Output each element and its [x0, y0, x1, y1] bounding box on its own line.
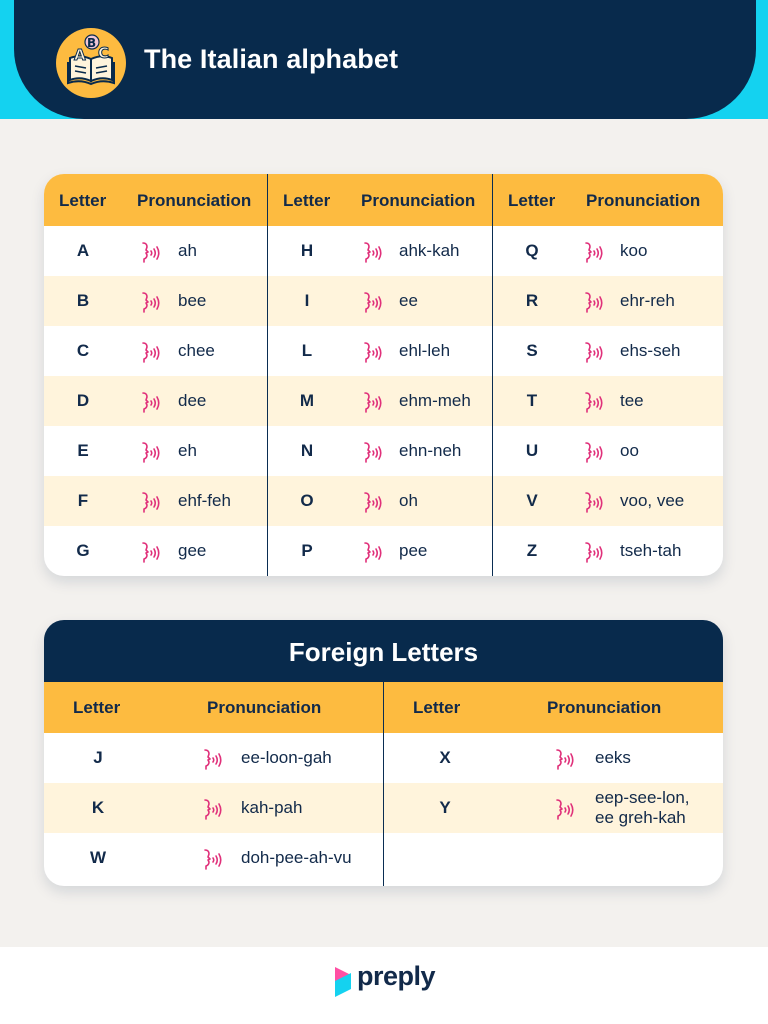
pronunciation-cell: doh-pee-ah-vu [241, 848, 352, 867]
speaking-head-icon [582, 540, 606, 564]
speaking-head-icon [201, 847, 225, 871]
abc-book-icon [56, 28, 126, 98]
pronunciation-cell: eeks [595, 748, 631, 767]
speaking-head-icon [361, 490, 385, 514]
pronunciation-column-header: Pronunciation [586, 191, 701, 210]
letter-cell: S [526, 341, 538, 360]
alphabet-table [44, 174, 723, 576]
column-divider [267, 174, 268, 576]
letter-cell: R [525, 291, 539, 310]
pronunciation-cell: ehm-meh [399, 391, 471, 410]
letter-cell: N [300, 441, 314, 460]
pronunciation-cell: ehl-leh [399, 341, 451, 360]
speaking-head-icon [361, 340, 385, 364]
speaking-head-icon [139, 290, 163, 314]
letter-column-header: Letter [508, 191, 556, 210]
speaking-head-icon [553, 747, 577, 771]
pronunciation-cell: ahk-kah [399, 241, 460, 260]
letter-cell: I [304, 291, 310, 310]
page-title: The Italian alphabet [144, 44, 399, 74]
speaking-head-icon [361, 390, 385, 414]
pronunciation-cell: ehf-feh [178, 491, 231, 510]
pronunciation-cell: koo [620, 241, 648, 260]
speaking-head-icon [582, 390, 606, 414]
pronunciation-cell: chee [178, 341, 215, 360]
pronunciation-cell: oo [620, 441, 639, 460]
header-banner [0, 0, 768, 119]
foreign-letters-title: Foreign Letters [288, 637, 479, 667]
column-divider [492, 174, 493, 576]
pronunciation-cell: eep-see-lon, ee greh-kah [595, 788, 690, 827]
speaking-head-icon [582, 290, 606, 314]
pronunciation-cell: tee [620, 391, 644, 410]
pronunciation-cell: kah-pah [241, 798, 303, 817]
letter-cell: M [299, 391, 315, 410]
svg-text:B: B [87, 36, 97, 50]
letter-cell: V [526, 491, 538, 510]
letter-cell: C [76, 341, 90, 360]
letter-cell: T [526, 391, 538, 410]
pronunciation-cell: ee [399, 291, 418, 310]
letter-cell: H [300, 241, 314, 260]
foreign-letters-table [44, 620, 723, 886]
letter-cell: K [91, 798, 105, 817]
letter-cell: D [76, 391, 90, 410]
letter-cell: L [301, 341, 313, 360]
pronunciation-cell: ehr-reh [620, 291, 675, 310]
letter-cell: J [93, 748, 103, 767]
letter-cell: F [77, 491, 89, 510]
pronunciation-column-header: Pronunciation [207, 698, 322, 717]
pronunciation-cell: pee [399, 541, 428, 560]
svg-text:A: A [74, 46, 86, 64]
column-divider [383, 682, 384, 886]
pronunciation-cell: gee [178, 541, 207, 560]
pronunciation-cell: ah [178, 241, 197, 260]
letter-column-header: Letter [413, 698, 461, 717]
brand-name: preply [357, 961, 436, 991]
pronunciation-cell: tseh-tah [620, 541, 682, 560]
pronunciation-cell: ehs-seh [620, 341, 681, 360]
letter-cell: Y [439, 798, 451, 817]
pronunciation-cell: eh [178, 441, 197, 460]
pronunciation-cell: dee [178, 391, 207, 410]
speaking-head-icon [139, 240, 163, 264]
letter-column-header: Letter [59, 191, 107, 210]
speaking-head-icon [139, 540, 163, 564]
letter-cell: P [301, 541, 313, 560]
pronunciation-cell: ee-loon-gah [241, 748, 332, 767]
speaking-head-icon [582, 490, 606, 514]
speaking-head-icon [553, 797, 577, 821]
speaking-head-icon [139, 340, 163, 364]
speaking-head-icon [139, 440, 163, 464]
letter-cell: U [525, 441, 539, 460]
speaking-head-icon [361, 240, 385, 264]
speaking-head-icon [582, 440, 606, 464]
footer [0, 947, 768, 1024]
speaking-head-icon [361, 540, 385, 564]
letter-column-header: Letter [73, 698, 121, 717]
pronunciation-cell: oh [399, 491, 418, 510]
pronunciation-cell: voo, vee [620, 491, 685, 510]
pronunciation-column-header: Pronunciation [361, 191, 476, 210]
pronunciation-cell: ehn-neh [399, 441, 462, 460]
pronunciation-column-header: Pronunciation [137, 191, 252, 210]
letter-cell: Z [526, 541, 538, 560]
letter-cell: W [89, 848, 107, 867]
speaking-head-icon [201, 797, 225, 821]
letter-cell: G [76, 541, 90, 560]
speaking-head-icon [582, 240, 606, 264]
letter-cell: E [77, 441, 89, 460]
letter-cell: X [439, 748, 451, 767]
pronunciation-column-header: Pronunciation [547, 698, 662, 717]
speaking-head-icon [361, 290, 385, 314]
letter-column-header: Letter [283, 191, 331, 210]
letter-cell: B [76, 291, 90, 310]
speaking-head-icon [201, 747, 225, 771]
speaking-head-icon [361, 440, 385, 464]
speaking-head-icon [139, 490, 163, 514]
preply-logo-icon [333, 965, 353, 999]
letter-cell: A [76, 241, 90, 260]
pronunciation-cell: bee [178, 291, 207, 310]
letter-cell: Q [525, 241, 539, 260]
letter-cell: O [300, 491, 314, 510]
speaking-head-icon [139, 390, 163, 414]
svg-text:C: C [98, 44, 110, 62]
speaking-head-icon [582, 340, 606, 364]
